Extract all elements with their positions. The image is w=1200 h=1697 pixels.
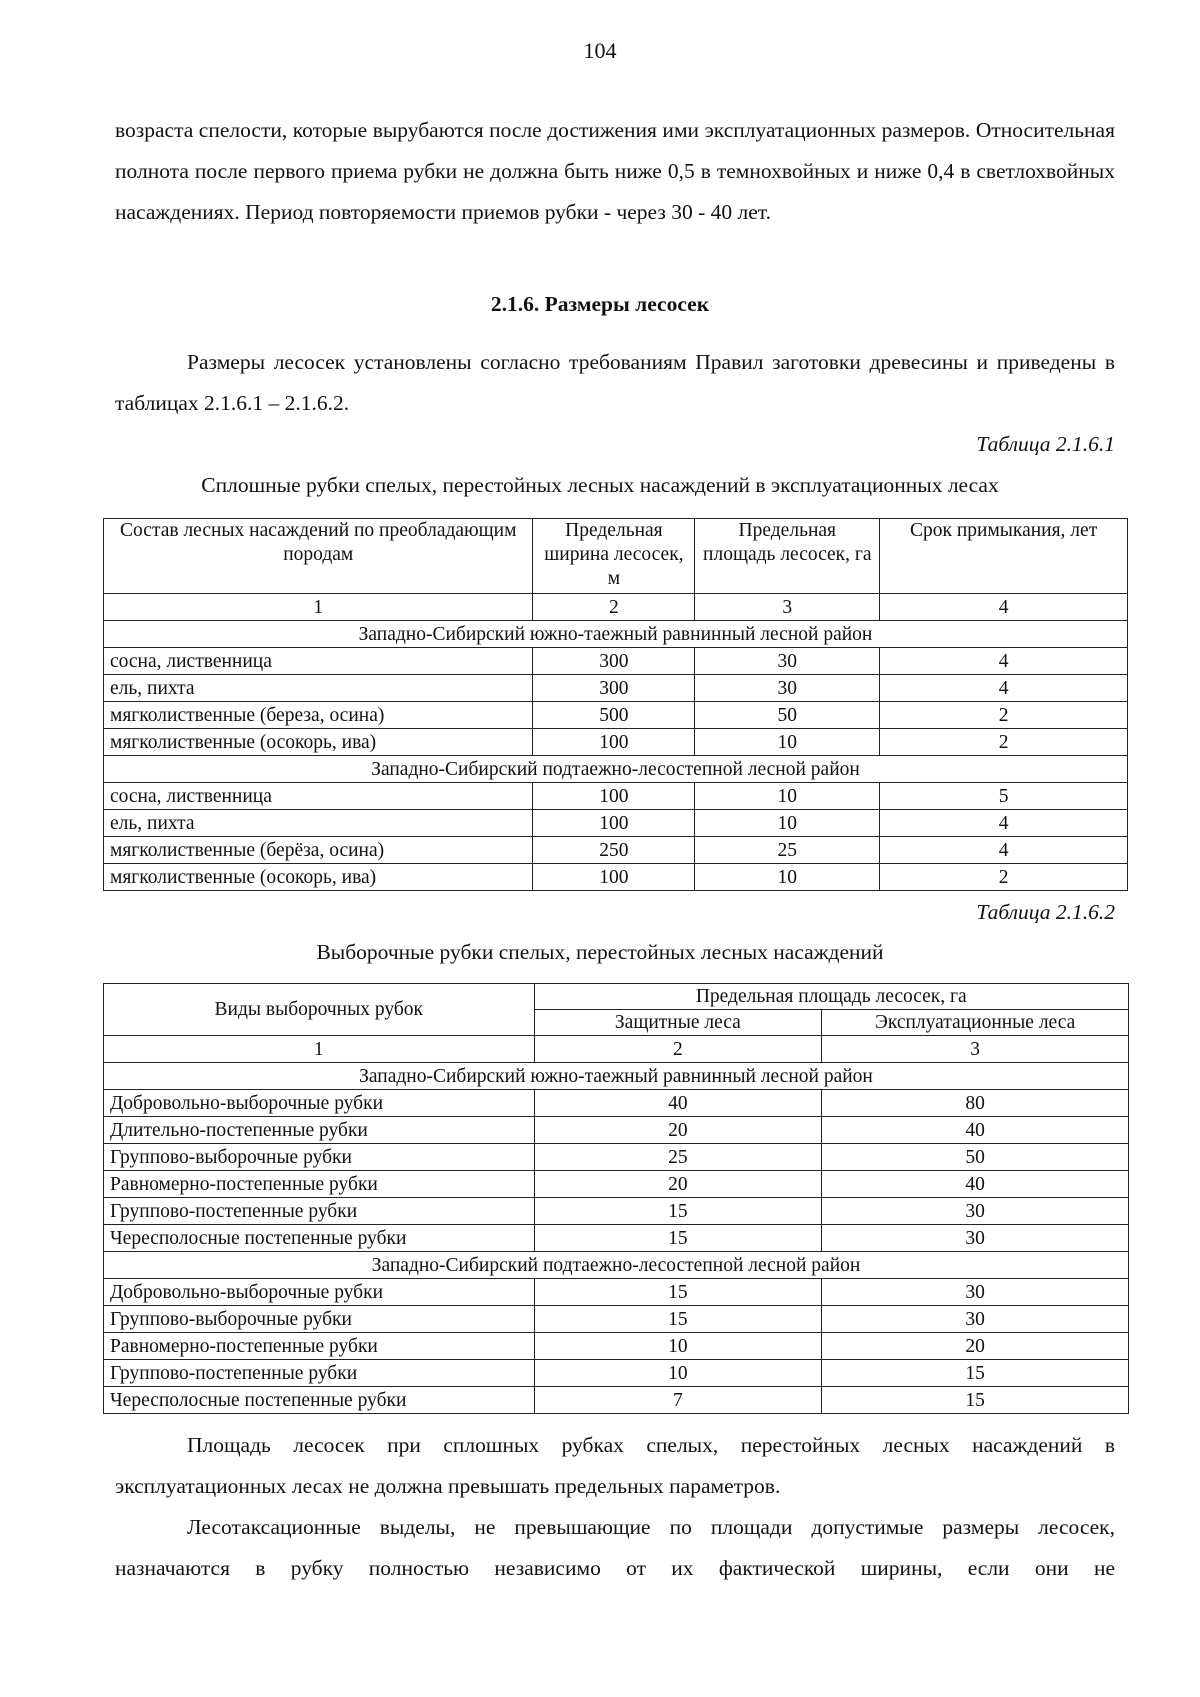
- cell-protective: 7: [534, 1387, 822, 1414]
- region-name: Западно-Сибирский подтаежно-лесостепной лесной район: [104, 1252, 1129, 1279]
- region-row: [104, 621, 1128, 648]
- cell-cut-type: Группово-постепенные рубки: [104, 1198, 535, 1225]
- clear-cut-table: [103, 518, 1128, 891]
- region-name: Западно-Сибирский подтаежно-лесостепной лесной район: [104, 756, 1128, 783]
- cell-cut-type: Чересполосные постепенные рубки: [104, 1225, 535, 1252]
- cell-cut-type: Равномерно-постепенные рубки: [104, 1171, 535, 1198]
- cell-operational: 40: [822, 1171, 1129, 1198]
- cell-adjacency: 2: [880, 864, 1128, 891]
- cell-width: 100: [533, 783, 695, 810]
- cell-width: 250: [533, 837, 695, 864]
- cell-operational: 40: [822, 1117, 1129, 1144]
- column-number-row: [104, 594, 1128, 621]
- region-row: [104, 1063, 1129, 1090]
- column-number: 1: [104, 594, 533, 621]
- table-row: [104, 729, 1128, 756]
- table-row: [104, 783, 1128, 810]
- cell-width: 300: [533, 648, 695, 675]
- table-row: [104, 1225, 1129, 1252]
- table-header-cell: Срок примыкания, лет: [880, 519, 1128, 594]
- page-number: 104: [583, 38, 617, 63]
- cell-species: мягколиственные (береза, осина): [104, 702, 533, 729]
- cell-adjacency: 4: [880, 675, 1128, 702]
- cell-species: сосна, лиственница: [104, 783, 533, 810]
- table-row: [104, 702, 1128, 729]
- cell-protective: 15: [534, 1198, 822, 1225]
- cell-width: 100: [533, 729, 695, 756]
- cell-area: 10: [695, 864, 880, 891]
- table-row: [104, 1306, 1129, 1333]
- table-header-group: Предельная площадь лесосек, га: [534, 984, 1128, 1010]
- cell-protective: 40: [534, 1090, 822, 1117]
- region-name: Западно-Сибирский южно-таежный равнинный лесной район: [104, 621, 1128, 648]
- closing-paragraph-2: Лесотаксационные выделы, не превышающие по площади допустимые размеры лесосек, назначаются в рубку полностью независимо от их фактической ширины, если они не: [115, 1515, 1115, 1580]
- cell-width: 100: [533, 810, 695, 837]
- cell-adjacency: 4: [880, 837, 1128, 864]
- column-number: 3: [822, 1036, 1129, 1063]
- cell-operational: 30: [822, 1198, 1129, 1225]
- table-row: [104, 864, 1128, 891]
- table-header-cell: Предельная площадь лесосек, га: [695, 519, 880, 594]
- cell-operational: 20: [822, 1333, 1129, 1360]
- table1-caption: Сплошные рубки спелых, перестойных лесных насаждений в эксплуатационных лесах: [201, 473, 999, 497]
- cell-adjacency: 2: [880, 702, 1128, 729]
- cell-operational: 15: [822, 1387, 1129, 1414]
- cell-protective: 15: [534, 1279, 822, 1306]
- cell-protective: 20: [534, 1171, 822, 1198]
- cell-operational: 30: [822, 1279, 1129, 1306]
- table-header-cell: Виды выборочных рубок: [104, 984, 535, 1036]
- table-row: [104, 1198, 1129, 1225]
- cell-species: мягколиственные (берёза, осина): [104, 837, 533, 864]
- cell-species: мягколиственные (осокорь, ива): [104, 729, 533, 756]
- cell-width: 100: [533, 864, 695, 891]
- region-name: Западно-Сибирский южно-таежный равнинный лесной район: [104, 1063, 1129, 1090]
- cell-species: мягколиственные (осокорь, ива): [104, 864, 533, 891]
- table-header-cell: Эксплуатационные леса: [822, 1010, 1129, 1036]
- cell-protective: 10: [534, 1333, 822, 1360]
- cell-protective: 15: [534, 1306, 822, 1333]
- table-row: [104, 1333, 1129, 1360]
- cell-cut-type: Чересполосные постепенные рубки: [104, 1387, 535, 1414]
- cell-area: 10: [695, 810, 880, 837]
- table-header-cell: Предельная ширина лесосек, м: [533, 519, 695, 594]
- cell-cut-type: Группово-выборочные рубки: [104, 1144, 535, 1171]
- cell-area: 25: [695, 837, 880, 864]
- cell-protective: 25: [534, 1144, 822, 1171]
- cell-protective: 20: [534, 1117, 822, 1144]
- section-paragraph: Размеры лесосек установлены согласно требованиям Правил заготовки древесины и приведены в таблицах 2.1.6.1 – 2.1.6.2.: [115, 350, 1115, 415]
- cell-area: 10: [695, 783, 880, 810]
- table-row: [104, 648, 1128, 675]
- column-number: 2: [533, 594, 695, 621]
- table-row: [104, 837, 1128, 864]
- table-row: [104, 1387, 1129, 1414]
- intro-paragraph: возраста спелости, которые вырубаются после достижения ими эксплуатационных размеров. Относительная полнота после первого приема рубки не должна быть ниже 0,5 в темнохвойных и ниже 0,4 в светлохвойных насаждениях. Период повторяемости приемов рубки - через 30 - 40 лет.: [115, 118, 1115, 224]
- cell-cut-type: Добровольно-выборочные рубки: [104, 1090, 535, 1117]
- cell-operational: 30: [822, 1225, 1129, 1252]
- cell-species: сосна, лиственница: [104, 648, 533, 675]
- table-row: [104, 1171, 1129, 1198]
- region-row: [104, 756, 1128, 783]
- cell-operational: 15: [822, 1360, 1129, 1387]
- cell-cut-type: Группово-выборочные рубки: [104, 1306, 535, 1333]
- cell-cut-type: Длительно-постепенные рубки: [104, 1117, 535, 1144]
- cell-area: 50: [695, 702, 880, 729]
- table2-caption: Выборочные рубки спелых, перестойных лесных насаждений: [316, 940, 884, 964]
- cell-cut-type: Равномерно-постепенные рубки: [104, 1333, 535, 1360]
- table2-label: Таблица 2.1.6.2: [976, 900, 1115, 924]
- table-header-row: [104, 519, 1128, 594]
- table-row: [104, 1360, 1129, 1387]
- cell-area: 30: [695, 648, 880, 675]
- cell-adjacency: 4: [880, 648, 1128, 675]
- table-row: [104, 1279, 1129, 1306]
- cell-species: ель, пихта: [104, 675, 533, 702]
- region-row: [104, 1252, 1129, 1279]
- cell-adjacency: 4: [880, 810, 1128, 837]
- table-row: [104, 675, 1128, 702]
- column-number: 1: [104, 1036, 535, 1063]
- table1-label: Таблица 2.1.6.1: [976, 432, 1115, 456]
- column-number: 3: [695, 594, 880, 621]
- table-row: [104, 810, 1128, 837]
- selective-cut-table: [103, 983, 1129, 1414]
- cell-protective: 10: [534, 1360, 822, 1387]
- cell-operational: 30: [822, 1306, 1129, 1333]
- closing-paragraph-1: Площадь лесосек при сплошных рубках спелых, перестойных лесных насаждений в эксплуатационных лесах не должна превышать предельных параметров.: [115, 1433, 1115, 1498]
- cell-width: 500: [533, 702, 695, 729]
- cell-cut-type: Группово-постепенные рубки: [104, 1360, 535, 1387]
- table-header-cell: Защитные леса: [534, 1010, 822, 1036]
- cell-area: 30: [695, 675, 880, 702]
- section-heading: 2.1.6. Размеры лесосек: [490, 292, 710, 316]
- cell-cut-type: Добровольно-выборочные рубки: [104, 1279, 535, 1306]
- cell-adjacency: 2: [880, 729, 1128, 756]
- cell-adjacency: 5: [880, 783, 1128, 810]
- table-row: [104, 1090, 1129, 1117]
- cell-operational: 50: [822, 1144, 1129, 1171]
- cell-protective: 15: [534, 1225, 822, 1252]
- column-number-row: [104, 1036, 1129, 1063]
- table-row: [104, 1117, 1129, 1144]
- table-row: [104, 1144, 1129, 1171]
- cell-area: 10: [695, 729, 880, 756]
- column-number: 2: [534, 1036, 822, 1063]
- table-header-row: [104, 984, 1129, 1010]
- cell-width: 300: [533, 675, 695, 702]
- column-number: 4: [880, 594, 1128, 621]
- table-header-cell: Состав лесных насаждений по преобладающим породам: [104, 519, 533, 594]
- cell-species: ель, пихта: [104, 810, 533, 837]
- cell-operational: 80: [822, 1090, 1129, 1117]
